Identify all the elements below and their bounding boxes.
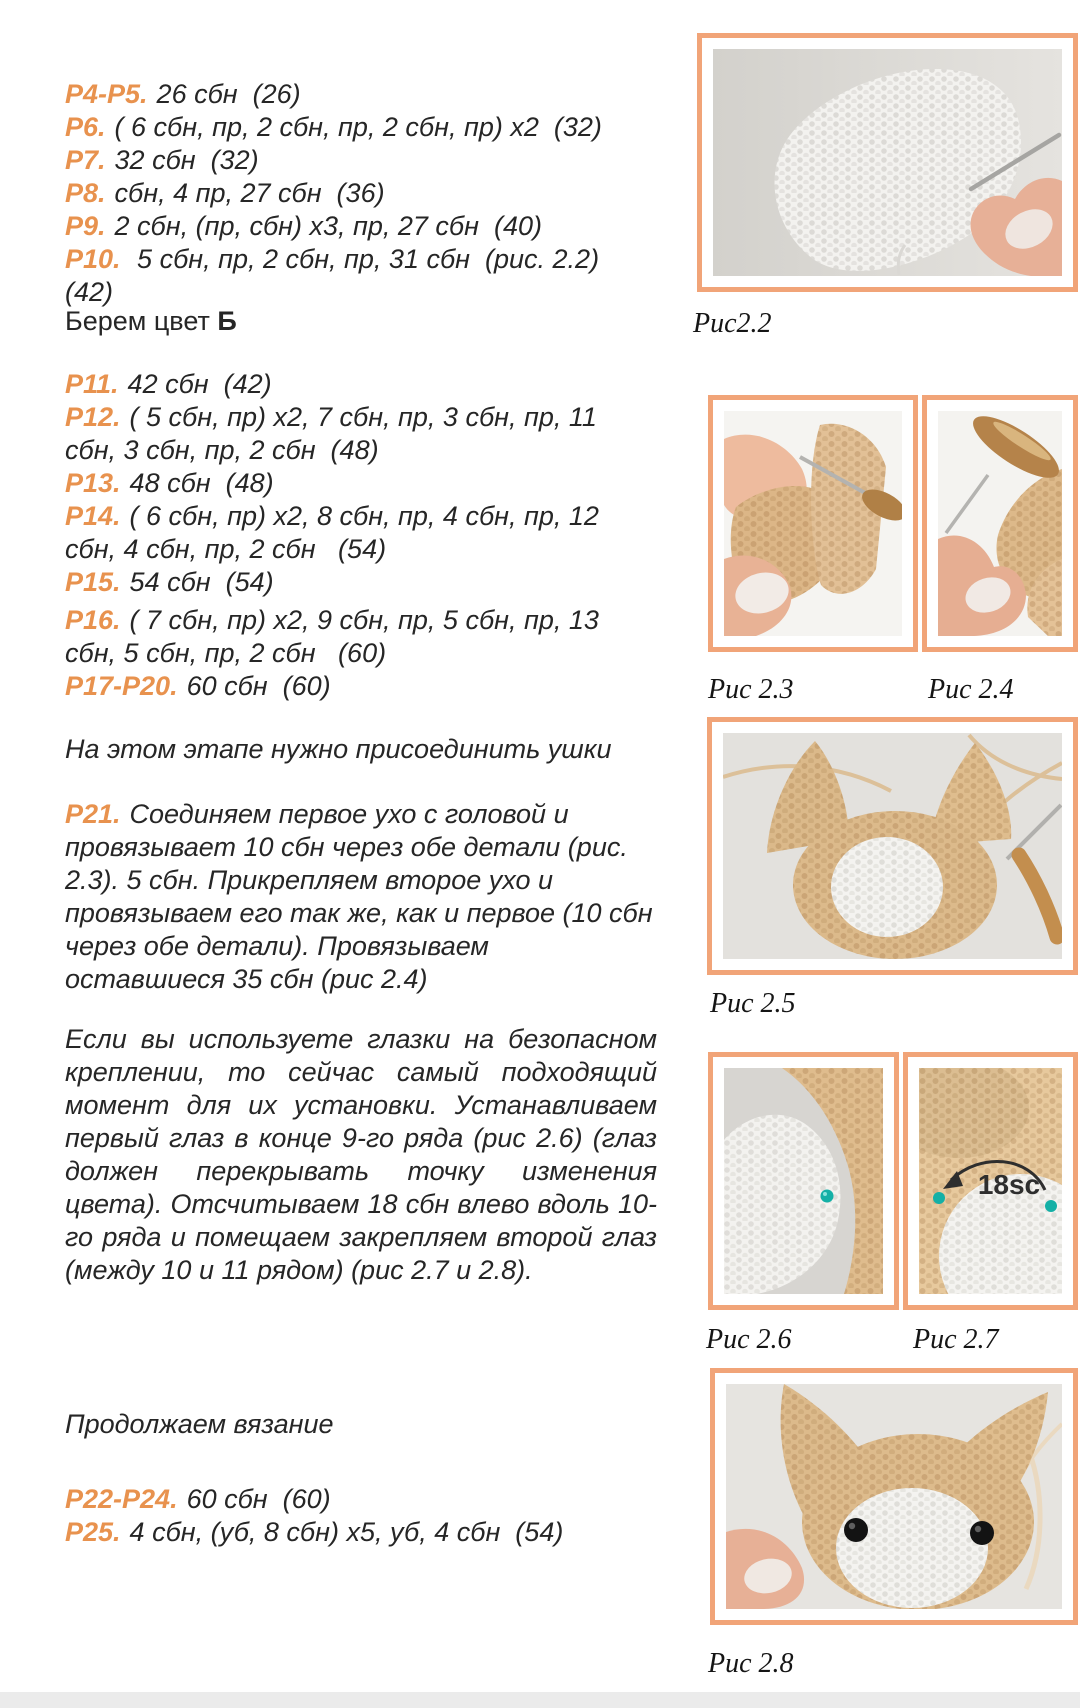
left-eye: [844, 1518, 868, 1542]
row-instruction: ( 7 сбн, пр) х2, 9 сбн, пр, 5 сбн, пр, 13 сбн, 5 сбн, пр, 2 сбн (60): [65, 605, 607, 668]
row-instruction: 2 сбн, (пр, сбн) х3, пр, 27 сбн (40): [114, 211, 542, 241]
figure-2-2-caption: Рис2.2: [693, 308, 772, 339]
figure-2-4-frame: [922, 395, 1078, 652]
figure-2-3-frame: [708, 395, 918, 652]
row-label: Р22-Р24.: [65, 1484, 178, 1514]
pattern-row: [65, 566, 653, 599]
row-label: Р11.: [65, 369, 119, 399]
eye-marker-pin: [1045, 1200, 1057, 1212]
row-instruction: 5 сбн, пр, 2 сбн, пр, 31 сбн (рис. 2.2) (42): [65, 244, 615, 307]
row-label: Р7.: [65, 145, 106, 175]
pattern-row: [65, 144, 653, 177]
row-label: Р21.: [65, 799, 121, 829]
pattern-row: [65, 368, 653, 401]
photo-head-with-ears: [723, 733, 1062, 959]
page-edge-band: [0, 1692, 1080, 1708]
row-label: Р9.: [65, 211, 106, 241]
figure-2-5-caption: Рис 2.5: [710, 988, 796, 1019]
row-instruction: ( 5 сбн, пр) х2, 7 сбн, пр, 3 сбн, пр, 11 сбн, 3 сбн, пр, 2 сбн (48): [65, 402, 605, 465]
pattern-row: [65, 177, 653, 210]
right-eye: [970, 1521, 994, 1545]
row-label: Р16.: [65, 605, 121, 635]
row-instruction: 42 сбн (42): [127, 369, 272, 399]
row-label: Р14.: [65, 501, 121, 531]
pattern-row: [65, 467, 653, 500]
pattern-row: [65, 500, 653, 566]
row-instruction: 60 сбн (60): [186, 1484, 331, 1514]
row-instruction: 26 сбн (26): [156, 79, 301, 109]
figure-2-8-frame: [710, 1368, 1078, 1625]
row-instruction: 60 сбн (60): [186, 671, 331, 701]
pattern-row: [65, 1483, 653, 1516]
row-instruction: 4 сбн, (уб, 8 сбн) х5, уб, 4 сбн (54): [129, 1517, 564, 1547]
pattern-row: [65, 210, 653, 243]
photo-first-eye-pin: [724, 1068, 883, 1294]
stitch-count-annotation: 18sc: [977, 1169, 1041, 1200]
rows-block-a: [65, 78, 653, 309]
rows-block-b1: [65, 368, 653, 599]
color-note-letter: Б: [217, 306, 237, 336]
photo-head-with-eyes: [726, 1384, 1062, 1609]
eye-marker-pin: [821, 1190, 834, 1203]
row-label: Р10.: [65, 244, 121, 274]
photo-crochet-hook-working: [938, 411, 1062, 636]
row-instruction: 32 сбн (32): [114, 145, 259, 175]
figure-2-7-caption: Рис 2.7: [913, 1324, 999, 1355]
row-label: Р25.: [65, 1517, 121, 1547]
figure-2-2-frame: [697, 33, 1078, 292]
note-attach-ears: На этом этапе нужно присоединить ушки: [65, 734, 612, 764]
figure-2-6-frame: [708, 1052, 899, 1310]
row-instruction: ( 6 сбн, пр, 2 сбн, пр, 2 сбн, пр) х2 (32): [114, 112, 602, 142]
row-instruction: 54 сбн (54): [129, 567, 274, 597]
row-label: Р13.: [65, 468, 121, 498]
rows-block-b2: [65, 604, 653, 703]
pattern-row: [65, 111, 653, 144]
figure-2-8-caption: Рис 2.8: [708, 1648, 794, 1679]
photo-18sc-count-annotation: [919, 1068, 1062, 1294]
photo-white-crochet-piece: [713, 49, 1062, 276]
row-label: Р15.: [65, 567, 121, 597]
row-label: Р8.: [65, 178, 106, 208]
color-change-note: [65, 305, 653, 338]
row-21-paragraph: [65, 798, 653, 996]
pattern-row: [65, 243, 653, 309]
figure-2-6-caption: Рис 2.6: [706, 1324, 792, 1355]
row-instruction: сбн, 4 пр, 27 сбн (36): [114, 178, 385, 208]
row-instruction: 48 сбн (48): [129, 468, 274, 498]
rows-block-c: [65, 1483, 653, 1549]
pattern-row: [65, 401, 653, 467]
color-note-text: Берем цвет: [65, 306, 218, 336]
figure-2-7-frame: [903, 1052, 1078, 1310]
figure-2-3-caption: Рис 2.3: [708, 674, 794, 705]
row-label: Р4-Р5.: [65, 79, 148, 109]
row-instruction: ( 6 сбн, пр) х2, 8 сбн, пр, 4 сбн, пр, 12 сбн, 4 сбн, пр, 2 сбн (54): [65, 501, 607, 564]
row-label: Р12.: [65, 402, 121, 432]
row-label: Р17-Р20.: [65, 671, 178, 701]
figure-2-5-frame: [707, 717, 1078, 975]
pattern-row: [65, 604, 653, 670]
note-continue: Продолжаем вязание: [65, 1409, 334, 1439]
row-instruction: Соединяем первое ухо с головой и провязывает 10 сбн через обе детали (рис. 2.3). 5 сбн. Прикрепляем второе ухо и провязываем его так же, как и первое (10 сбн через обе детали). Провязываем оставшиеся 35 сбн (рис 2.4): [65, 799, 653, 994]
pattern-row: [65, 670, 653, 703]
row-label: Р6.: [65, 112, 106, 142]
eyes-placement-paragraph: Если вы используете глазки на безопасном креплении, то сейчас самый подходящий момент для их установки. Устанавливаем первый глаз в конце 9-го ряда (рис 2.6) (глаз должен перекрывать точку изменения цвета). Отсчитываем 18 сбн влево вдоль 10-го ряда и помещаем закрепляем второй глаз (между 10 и 11 рядом) (рис 2.7 и 2.8).: [65, 1024, 657, 1285]
photo-joining-ear-hook: [724, 411, 902, 636]
pattern-row: [65, 78, 653, 111]
figure-2-4-caption: Рис 2.4: [928, 674, 1014, 705]
eye-marker-pin: [933, 1192, 945, 1204]
pattern-row: [65, 1516, 653, 1549]
